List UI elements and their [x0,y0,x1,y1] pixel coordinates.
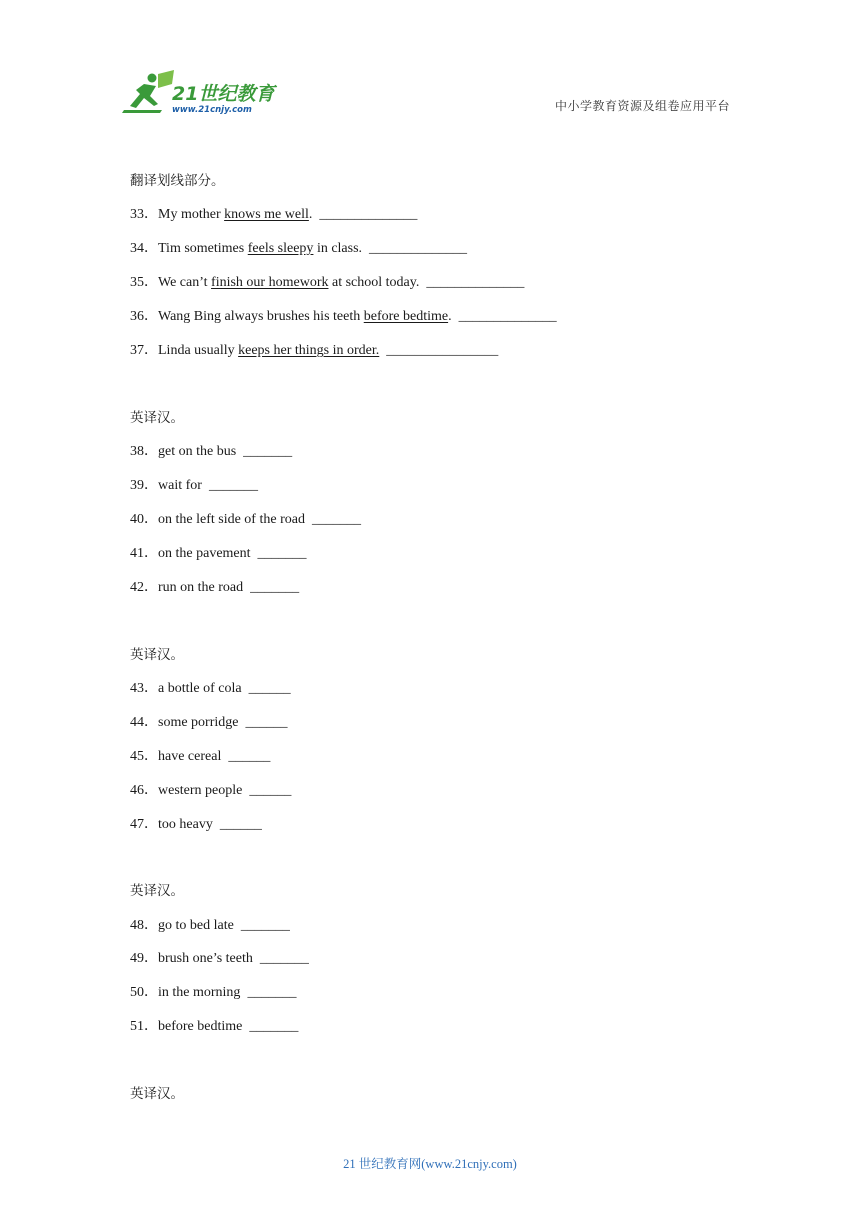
question-number: 44． [130,715,158,730]
question-number: 49． [130,951,158,966]
question-text: on the left side of the road [158,512,305,527]
question-text-end: at school today. [328,275,420,290]
answer-blank[interactable]: _______ [208,478,258,493]
question-38 [130,443,292,461]
question-number: 38． [130,444,158,459]
question-text: We can’t [158,275,212,290]
question-text: brush one’s teeth [158,951,253,966]
question-text: My mother [158,207,225,222]
underlined-phrase: keeps her things in order. [238,343,380,358]
question-number: 48． [130,918,158,933]
question-35 [130,274,524,292]
question-50 [130,984,296,1002]
question-number: 40． [130,512,158,527]
logo-sub-text: www.21cnjy.com [172,105,252,115]
question-number: 47． [130,817,158,832]
section-title: 英译汉。 [130,410,184,426]
question-48 [130,917,290,935]
question-text: before bedtime [158,1019,243,1034]
question-text-end: . [448,309,452,324]
question-text: Linda usually [158,343,239,358]
question-text: western people [158,783,243,798]
section-title: 英译汉。 [130,647,184,663]
question-text-end: . [308,207,313,222]
answer-blank[interactable]: _______ [240,918,290,933]
answer-blank[interactable]: ______ [245,715,288,730]
question-text: get on the bus [158,444,237,459]
question-text: run on the road [158,580,244,595]
question-text: too heavy [158,817,213,832]
question-34 [130,240,467,258]
answer-blank[interactable]: _______ [250,580,300,595]
question-number: 36． [130,309,158,324]
question-text: some porridge [158,715,239,730]
answer-blank[interactable]: _______ [311,512,361,527]
question-number: 45． [130,749,158,764]
question-49 [130,950,309,968]
question-51 [130,1018,298,1036]
answer-blank[interactable]: ______ [249,783,292,798]
underlined-phrase: knows me well [224,207,309,222]
question-46 [130,782,291,800]
answer-blank[interactable]: ______________ [426,275,525,290]
question-text: in the morning [158,985,241,1000]
question-text: wait for [158,478,202,493]
question-number: 41． [130,546,158,561]
question-text: a bottle of cola [158,681,242,696]
question-text: on the pavement [158,546,251,561]
question-44 [130,714,287,732]
question-number: 34． [130,241,158,256]
underlined-phrase: feels sleepy [247,241,314,256]
answer-blank[interactable]: _______ [249,1019,299,1034]
answer-blank[interactable]: _______ [243,444,293,459]
question-text: Wang Bing always brushes his teeth [158,309,364,324]
question-42 [130,579,299,597]
question-43 [130,680,291,698]
answer-blank[interactable]: ______________ [369,241,468,256]
answer-blank[interactable]: ________________ [386,343,499,358]
question-40 [130,511,361,529]
question-number: 43． [130,681,158,696]
question-number: 51． [130,1019,158,1034]
section-title: 英译汉。 [130,883,184,899]
question-45 [130,748,270,766]
answer-blank[interactable]: ______________ [458,309,557,324]
logo-main-text: 21世纪教育 [172,83,275,105]
question-number: 50． [130,985,158,1000]
question-41 [130,545,307,563]
question-number: 39． [130,478,158,493]
footer-link[interactable]: 21 世纪教育网(www.21cnjy.com) [343,1157,517,1171]
question-text: Tim sometimes [158,241,248,256]
section-title: 英译汉。 [130,1086,184,1102]
question-33 [130,206,417,224]
question-37 [130,342,498,360]
question-36 [130,308,557,326]
header-platform-text: 中小学教育资源及组卷应用平台 [554,99,730,113]
runner-logo-icon [122,70,292,116]
question-number: 35． [130,275,158,290]
answer-blank[interactable]: _______ [257,546,307,561]
answer-blank[interactable]: _______ [259,951,309,966]
question-number: 33． [130,207,158,222]
question-number: 46． [130,783,158,798]
question-text: have cereal [158,749,222,764]
question-number: 42． [130,580,158,595]
underlined-phrase: finish our homework [211,275,329,290]
answer-blank[interactable]: ______ [228,749,271,764]
section-title: 翻译划线部分。 [130,173,225,189]
answer-blank[interactable]: ______ [248,681,291,696]
site-logo [122,70,292,116]
question-47 [130,816,262,834]
answer-blank[interactable]: ______________ [319,207,418,222]
answer-blank[interactable]: ______ [219,817,262,832]
underlined-phrase: before bedtime [363,309,449,324]
question-number: 37． [130,343,158,358]
question-text: go to bed late [158,918,234,933]
answer-blank[interactable]: _______ [247,985,297,1000]
question-39 [130,477,258,495]
question-text-end: in class. [313,241,363,256]
